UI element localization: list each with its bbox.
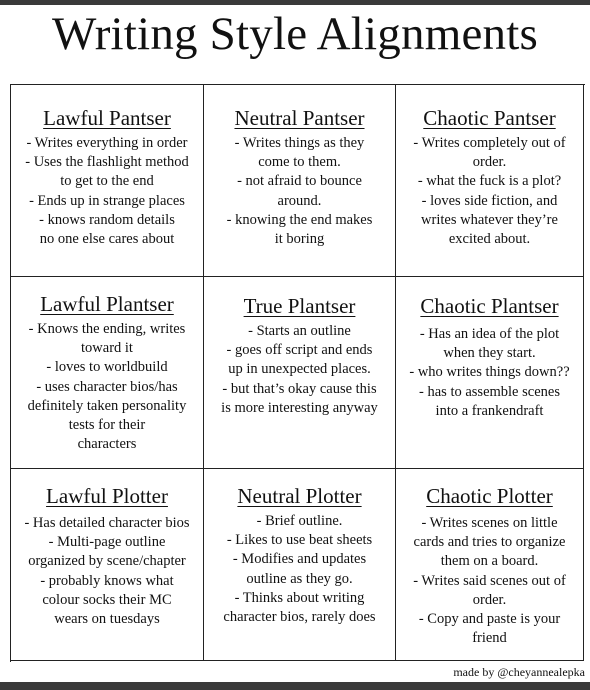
credit-text: made by @cheyannealepka [453,665,585,679]
list-item: - has to assemble scenes [419,383,560,400]
cell-heading: Neutral Pantser [234,106,365,130]
cell-heading: True Plantser [243,294,356,318]
cell-chaotic-plantser [396,277,584,469]
list-item: character bios, rarely does [223,609,376,626]
list-item: order. [472,154,507,171]
list-item: - Copy and paste is your [418,611,561,628]
cell-true-plantser [204,277,396,469]
cell-body [204,512,395,627]
list-item: outline as they go. [246,570,353,587]
cell-body [204,134,395,249]
cell-lawful-plantser [11,277,204,469]
cell-chaotic-pantser [396,85,584,277]
list-item: - loves side fiction, and [421,192,558,209]
cell-chaotic-plotter [396,469,584,661]
list-item: - loves to worldbuild [46,359,168,376]
list-item: - Writes things as they [234,135,365,151]
list-item: - goes off script and ends [226,342,373,359]
list-item: excited about. [448,231,531,248]
list-item: - Thinks about writing [234,589,365,606]
alignment-grid [10,84,585,662]
list-item: - uses character bios/has [36,378,178,395]
cell-heading: Neutral Plotter [237,484,362,508]
list-item: - Uses the flashlight method [25,154,189,171]
list-item: organized by scene/chapter [28,553,186,570]
list-item: - Knows the ending, writes [28,321,186,337]
list-item: - Ends up in strange places [29,192,185,209]
list-item: around. [277,192,322,209]
list-item: when they start. [443,345,536,362]
cell-lawful-pantser [11,85,204,277]
list-item: - probably knows what [40,572,174,589]
list-item: - Brief outline. [256,513,343,529]
list-item: order. [472,591,507,608]
cell-heading: Chaotic Plantser [420,294,559,318]
list-item: - Has an idea of the plot [419,326,560,342]
list-item: - Multi-page outline [48,534,166,551]
list-item: no one else cares about [39,231,175,248]
cell-body [396,134,583,249]
page-title: Writing Style Alignments [52,8,538,60]
cell-heading: Chaotic Pantser [423,106,556,130]
cell-body [396,514,583,648]
list-item: - Starts an outline [248,323,351,339]
list-item: - not afraid to bounce [237,173,362,190]
cell-body [11,134,203,249]
list-item: to get to the end [60,173,154,190]
list-item: - Writes completely out of [413,135,566,151]
list-item: definitely taken personality [27,397,187,414]
list-item: come to them. [258,154,341,171]
list-item: wears on tuesdays [54,611,160,628]
cell-heading: Lawful Pantser [43,106,171,130]
cell-neutral-plotter [204,469,396,661]
list-item: up in unexpected places. [228,361,371,378]
cell-heading: Lawful Plantser [40,292,174,316]
list-item: - Modifies and updates [232,551,367,568]
list-item: is more interesting anyway [221,399,378,416]
list-item: - Has detailed character bios [24,515,190,531]
list-item: tests for their [68,417,146,434]
list-item: - Writes scenes on little [421,515,558,531]
cell-body [396,325,583,421]
list-item: - who writes things down?? [409,364,570,381]
list-item: - Writes said scenes out of [413,572,566,589]
list-item: - knowing the end makes [226,211,373,228]
cell-body [11,320,203,454]
list-item: - knows random details [39,211,175,228]
cell-heading: Chaotic Plotter [426,484,553,508]
list-item: - what the fuck is a plot? [417,173,562,190]
bottom-border-bar [0,682,590,690]
cell-body [204,322,395,418]
list-item: cards and tries to organize [413,534,566,551]
list-item: - but that’s okay cause this [222,380,377,397]
list-item: toward it [81,340,133,357]
list-item: writes whatever they’re [421,211,558,228]
list-item: them on a board. [440,553,539,570]
cell-heading: Lawful Plotter [46,484,168,508]
list-item: friend [472,630,507,647]
list-item: it boring [274,231,325,248]
list-item: - Writes everything in order [26,135,188,151]
top-border-bar [0,0,590,5]
list-item: - Likes to use beat sheets [226,532,373,549]
list-item: characters [77,436,137,453]
list-item: colour socks their MC [42,591,172,608]
list-item: into a frankendraft [435,402,544,419]
cell-neutral-pantser [204,85,396,277]
cell-lawful-plotter [11,469,204,661]
cell-body [11,514,203,629]
